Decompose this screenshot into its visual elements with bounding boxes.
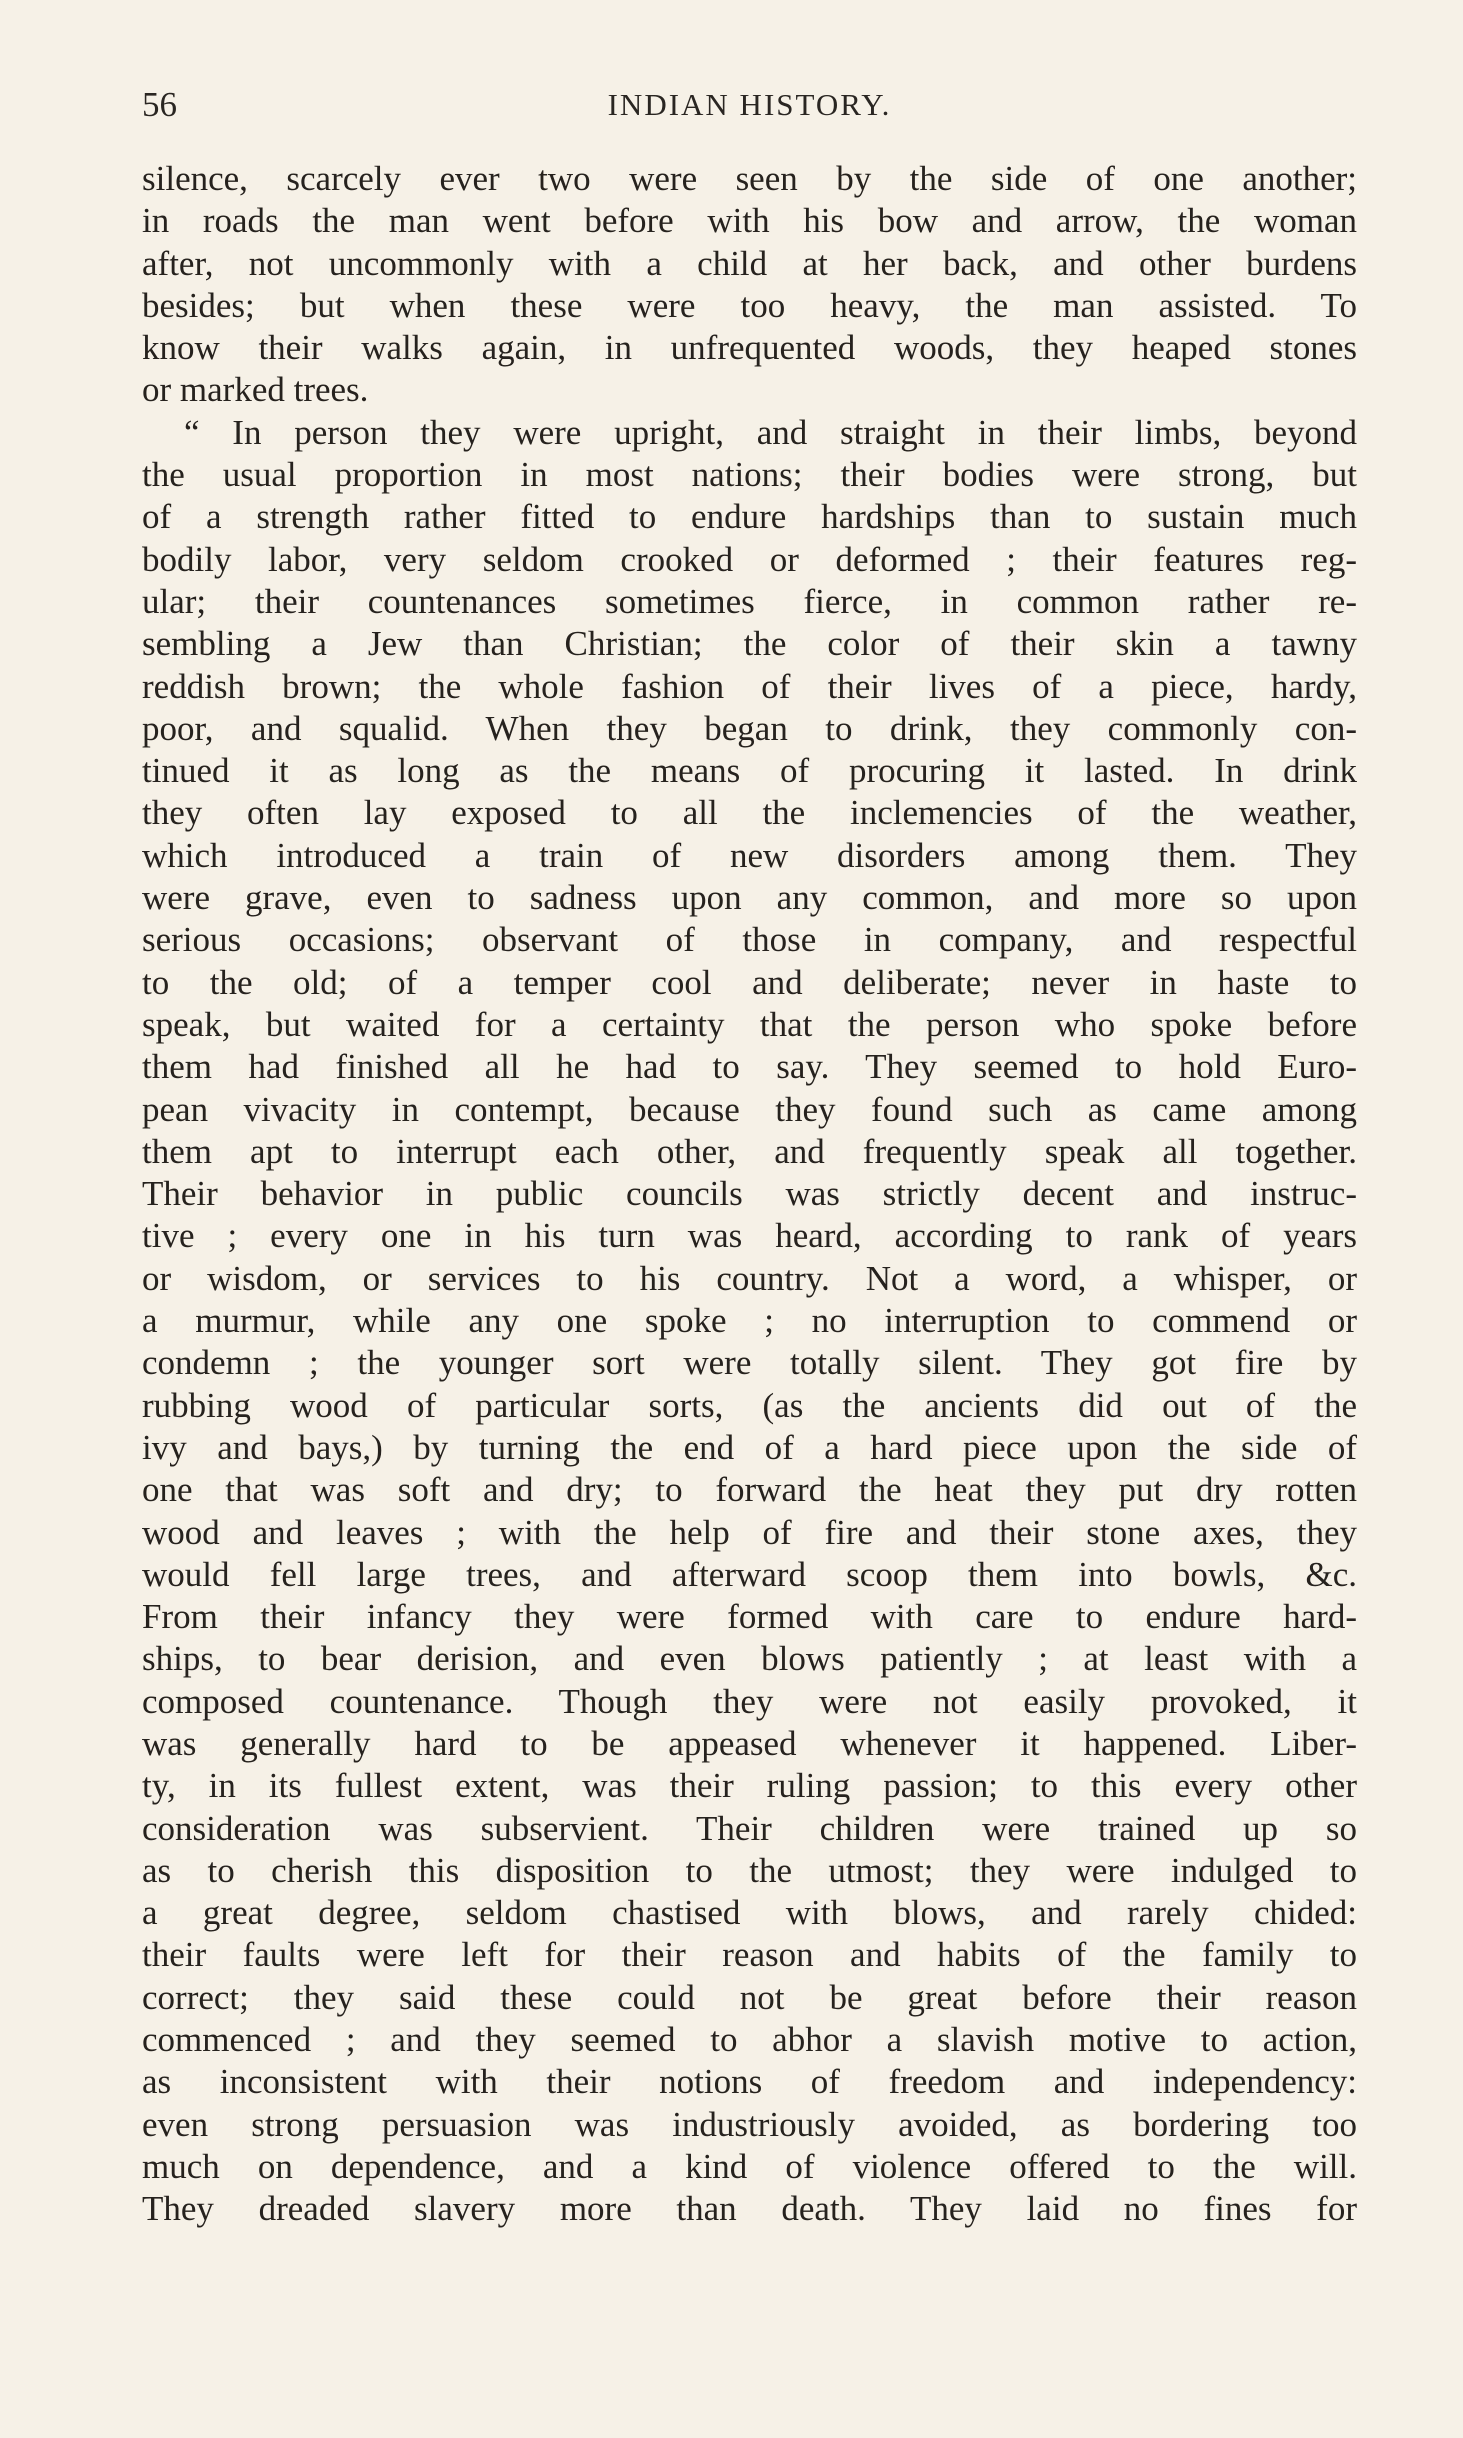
body-text — [142, 158, 1357, 2231]
text-line: besides; but when these were too heavy, the man assisted. To — [142, 285, 1357, 325]
text-line: bodily labor, very seldom crooked or deformed ; their features reg- — [142, 539, 1357, 579]
text-line: in roads the man went before with his bow and arrow, the woman — [142, 201, 1357, 241]
text-line: them had finished all he had to say. They seemed to hold Euro- — [142, 1047, 1357, 1087]
text-line: much on dependence, and a kind of violence offered to the will. — [142, 2146, 1357, 2186]
text-line: to the old; of a temper cool and deliberate; never in haste to — [142, 962, 1357, 1002]
text-line: commenced ; and they seemed to abhor a slavish motive to action, — [142, 2020, 1357, 2060]
text-line: as inconsistent with their notions of freedom and independency: — [142, 2062, 1357, 2102]
text-line: were grave, even to sadness upon any common, and more so upon — [142, 878, 1357, 918]
text-line: They dreaded slavery more than death. They laid no fines for — [142, 2189, 1357, 2229]
text-line: poor, and squalid. When they began to drink, they commonly con- — [142, 708, 1357, 748]
running-head: INDIAN HISTORY. — [607, 87, 892, 122]
page-number: 56 — [142, 85, 177, 124]
text-line: From their infancy they were formed with care to endure hard- — [142, 1597, 1357, 1637]
text-line: or wisdom, or services to his country. Not a word, a whisper, or — [142, 1258, 1357, 1298]
text-line: would fell large trees, and afterward scoop them into bowls, &c. — [142, 1554, 1357, 1594]
text-line: a great degree, seldom chastised with blows, and rarely chided: — [142, 1893, 1357, 1933]
text-line: them apt to interrupt each other, and frequently speak all together. — [142, 1131, 1357, 1171]
text-line: “ In person they were upright, and straight in their limbs, beyond — [184, 412, 1357, 452]
text-line: silence, scarcely ever two were seen by the side of one another; — [142, 159, 1357, 198]
text-line: a murmur, while any one spoke ; no interruption to commend or — [142, 1301, 1357, 1341]
text-line: even strong persuasion was industriously avoided, as bordering too — [142, 2104, 1357, 2144]
text-line: ular; their countenances sometimes fierce, in common rather re- — [142, 581, 1357, 621]
text-line: consideration was subservient. Their children were trained up so — [142, 1808, 1357, 1848]
text-line: ty, in its fullest extent, was their ruling passion; to this every other — [142, 1766, 1357, 1806]
text-line: of a strength rather fitted to endure hardships than to sustain much — [142, 497, 1357, 537]
page-header — [142, 80, 1357, 130]
text-line: rubbing wood of particular sorts, (as the ancients did out of the — [142, 1385, 1357, 1425]
text-line: reddish brown; the whole fashion of their lives of a piece, hardy, — [142, 666, 1357, 706]
text-line: correct; they said these could not be great before their reason — [142, 1977, 1357, 2017]
text-line: composed countenance. Though they were not easily provoked, it — [142, 1681, 1357, 1721]
text-line: condemn ; the younger sort were totally silent. They got fire by — [142, 1343, 1357, 1383]
text-line: their faults were left for their reason and habits of the family to — [142, 1935, 1357, 1975]
text-line: which introduced a train of new disorders among them. They — [142, 835, 1357, 875]
text-line: the usual proportion in most nations; their bodies were strong, but — [142, 455, 1357, 495]
text-line: as to cherish this disposition to the utmost; they were indulged to — [142, 1850, 1357, 1890]
text-line: one that was soft and dry; to forward the heat they put dry rotten — [142, 1470, 1357, 1510]
text-line: tinued it as long as the means of procuring it lasted. In drink — [142, 751, 1357, 791]
text-line: tive ; every one in his turn was heard, according to rank of years — [142, 1216, 1357, 1256]
text-line: they often lay exposed to all the inclemencies of the weather, — [142, 793, 1357, 833]
text-line: speak, but waited for a certainty that the person who spoke before — [142, 1004, 1357, 1044]
text-line: after, not uncommonly with a child at her back, and other burdens — [142, 243, 1357, 283]
text-line: wood and leaves ; with the help of fire and their stone axes, they — [142, 1512, 1357, 1552]
text-line: Their behavior in public councils was strictly decent and instruc- — [142, 1174, 1357, 1214]
text-line: know their walks again, in unfrequented woods, they heaped stones — [142, 328, 1357, 368]
text-line: or marked trees. — [142, 370, 369, 410]
text-line: was generally hard to be appeased whenever it happened. Liber- — [142, 1723, 1357, 1763]
text-line: ships, to bear derision, and even blows patiently ; at least with a — [142, 1639, 1357, 1679]
text-line: pean vivacity in contempt, because they found such as came among — [142, 1089, 1357, 1129]
text-line: serious occasions; observant of those in company, and respectful — [142, 920, 1357, 960]
text-line: ivy and bays,) by turning the end of a hard piece upon the side of — [142, 1427, 1357, 1467]
text-line: sembling a Jew than Christian; the color of their skin a tawny — [142, 624, 1357, 664]
